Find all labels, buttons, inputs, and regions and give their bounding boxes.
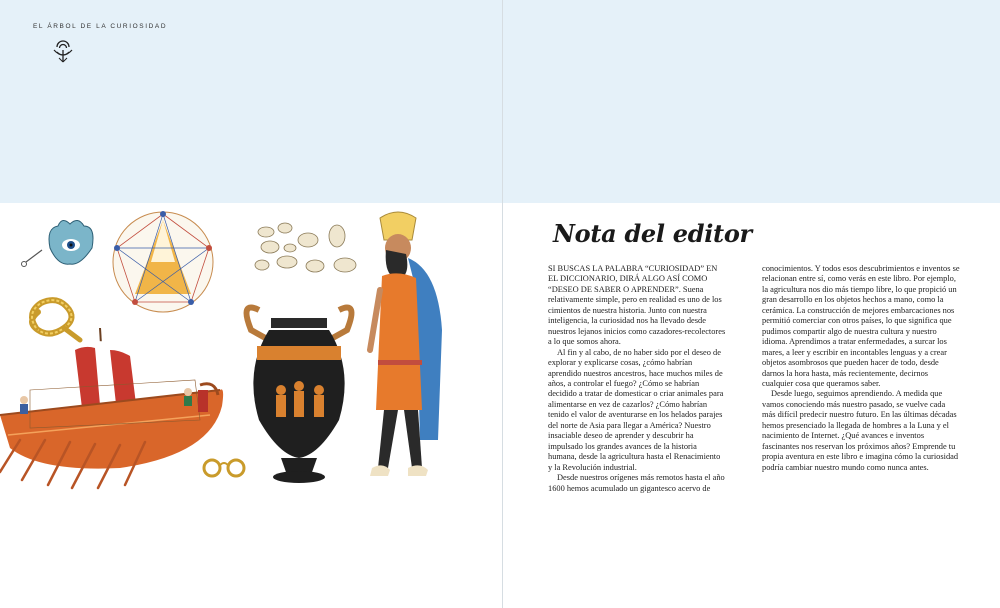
illustration-collage: [0, 210, 460, 495]
viking-ship-icon: [0, 328, 223, 488]
top-color-band: [0, 0, 1000, 203]
paragraph: conocimientos. Y todos esos descubrimientos e inventos se relacionan entre sí, como verás en este libro. Por ejemplo, la agricultura nos dio más tiempo libre, lo que propició un gran desarrollo en los objetos hechos a mano, como la cerámica. La construcción de mejores embarcaciones nos permitió comerciar con otros países, lo que significa que pudimos compartir algo de nuestra cultura y nuestro idioma. Aprendimos a tratar enfermedades, a surcar los mares, a leer y escribir en incontables lenguas y a crear objetos asombrosos que pueden hacer de todo, desde darnos la hora hasta, más recientemente, decirnos cualquier cosa que queramos saber.: [762, 264, 960, 388]
paragraph: SI BUSCAS LA PALABRA “CURIOSIDAD” EN EL DICCIONARIO, DIRÁ ALGO ASÍ COMO “DESEO DE SABER O APRENDER”. Suena relativamente simple, pero en realidad es uno de los cimientos de nuestra historia. Junto con nuestra inteligencia, la curiosidad nos ha llevado desde nuestros lejanos inicios como cazadores-recolectores a lo que somos ahora.: [548, 264, 726, 347]
greek-amphora-icon: [247, 308, 352, 484]
page-gutter: [502, 0, 503, 608]
paragraph: Al fin y al cabo, de no haber sido por el deseo de explorar y explicarse cosas, ¿cómo habrían aprendido nuestros ancestros, hace muchos miles de años, a controlar el fuego? ¿Cómo se habrían decidido a tratar de domesticar o criar animales para alimentarse en vez de cazarlos? ¿Cómo habrían tenido el valor de aventurarse en los helados parajes del norte de Asia para llegar a América? Nuestro insaciable deseo de aprender y descubrir ha impulsado los grandes avances de la historia humana, desde la agricultura hasta el Renacimiento y la Revolución industrial.: [548, 347, 724, 472]
snake-bracelet-icon: [32, 300, 80, 340]
text-column-left: [548, 264, 726, 494]
eyeglasses-icon: [204, 460, 244, 476]
article-title: Nota del editor: [553, 219, 752, 248]
text-column-right: [762, 264, 960, 473]
pentagram-diagram-icon: [113, 211, 213, 312]
paragraph: Desde nuestros orígenes más remotos hasta el año 1600 hemos acumulado un gigantesco acervo de: [548, 473, 725, 493]
paragraph: Desde luego, seguimos aprendiendo. A medida que vamos conociendo más nuestro pasado, se vuelve cada más difícil predecir nuestro futuro. En las últimas décadas hemos presenciado la llegada de hombres a la Luna y el nacimiento de Internet. ¿Qué avances e inventos fascinantes nos reservan los próximos años? Emprende tu propia aventura en este libro e imagina cómo la curiosidad podría cambiar nuestro mundo como nunca antes.: [762, 389, 959, 472]
persian-warrior-icon: [370, 212, 442, 476]
running-head: EL ÁRBOL DE LA CURIOSIDAD: [33, 23, 168, 30]
cowrie-shells-icon: [255, 223, 356, 272]
tree-of-curiosity-logo-icon: [50, 40, 76, 64]
hamsa-hand-icon: [22, 220, 94, 266]
